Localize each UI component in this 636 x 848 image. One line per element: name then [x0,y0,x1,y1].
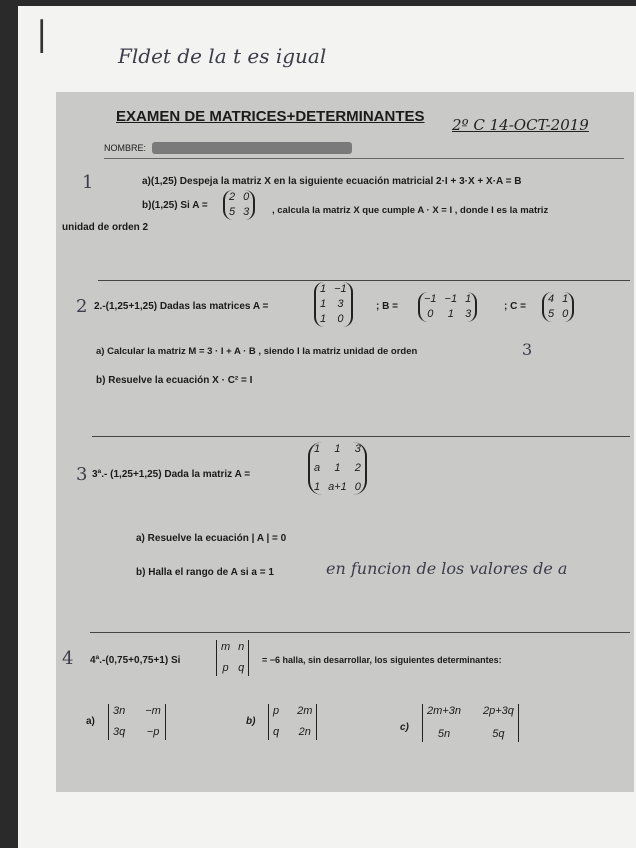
q1-number: 1 [82,172,94,193]
matrix-cell: a+1 [328,481,347,493]
matrix-cell: 1 [447,308,454,320]
redacted-name [152,142,352,154]
matrix-cell: 2 [354,462,361,474]
name-underline [104,158,624,159]
q4-a-label: a) [86,716,95,727]
det-cell: n [238,641,245,653]
matrix-cell: 0 [562,308,569,320]
q1-part-a: a)(1,25) Despeja la matriz X en la siguiente ecuación matricial 2·I + 3·X + X·A = B [142,176,522,187]
matrix-cell: 1 [320,298,327,310]
q4-c-determinant [422,704,519,742]
matrix-cell: 1 [314,481,321,493]
q2-number: 2 [76,296,88,317]
matrix-cell: 1 [320,283,327,295]
q2-c-label: ; C = [504,301,526,312]
matrix-cell: 1 [334,462,341,474]
matrix-cell: 0 [337,313,344,325]
matrix-cell: 3 [354,443,361,455]
matrix-cell: 1 [314,443,321,455]
det-cell: −p [146,726,160,738]
q2-matrix-b [418,292,477,322]
q3-matrix-a [308,442,367,495]
matrix-cell: 3 [243,206,250,218]
q1-matrix-a [223,190,255,220]
det-cell: 2m+3n [427,705,461,717]
matrix-cell: −1 [424,293,437,305]
q1-part-b-rest: , calcula la matriz X que cumple A · X = I , donde I es la matriz [272,205,549,216]
q4-intro: 4ª.-(0,75+0,75+1) Si [90,655,181,666]
det-cell: m [221,641,231,653]
divider-2 [92,436,630,437]
divider-3 [90,632,630,633]
q3-number: 3 [76,464,88,485]
det-cell: 5n [437,728,451,740]
handwritten-top-note: Fldet de la t es igual [118,44,327,68]
q4-a-determinant [108,704,166,740]
matrix-cell: 1 [562,293,569,305]
q2-matrix-a [314,282,353,327]
det-cell: 5q [492,728,505,740]
matrix-cell: 1 [334,443,341,455]
det-cell: 3n [113,705,126,717]
matrix-cell: 1 [465,293,472,305]
q2-intro: 2.-(1,25+1,25) Dadas las matrices A = [94,301,269,312]
name-label: NOMBRE: [104,143,147,153]
det-cell: 2p+3q [482,705,514,717]
q4-b-label: b) [246,716,256,727]
det-cell: q [273,726,280,738]
q3-intro: 3ª.- (1,25+1,25) Dada la matriz A = [92,469,251,480]
margin-mark: | [36,14,48,54]
q2-matrix-c [542,292,574,322]
q2-part-a: a) Calcular la matriz M = 3 · I + A · B , siendo I la matriz unidad de orden [96,346,418,357]
matrix-cell: 0 [427,308,434,320]
q3-part-a: a) Resuelve la ecuación | A | = 0 [136,533,287,544]
matrix-cell: 4 [548,293,555,305]
handwritten-date: 2º C 14-OCT-2019 [452,116,589,134]
det-cell: 2n [298,726,311,738]
q4-number: 4 [62,648,74,669]
det-cell: 3q [113,726,126,738]
q4-rest: = −6 halla, sin desarrollar, los siguientes determinantes: [262,655,502,665]
matrix-cell: −1 [334,283,347,295]
q1-part-b: b)(1,25) Si A = [142,200,208,211]
det-cell: 2m [297,705,313,717]
q2-order-handwritten: 3 [522,340,533,359]
matrix-cell: 5 [229,206,236,218]
q4-b-determinant [268,704,317,740]
q4-c-label: c) [400,722,409,733]
matrix-cell: 2 [229,191,236,203]
q3-part-b: b) Halla el rango de A si a = 1 [136,567,274,578]
matrix-cell: −1 [444,293,458,305]
matrix-cell: 3 [465,308,472,320]
q2-b-label: ; B = [376,301,398,312]
det-cell: p [273,705,280,717]
q3-handwritten-note: en funcion de los valores de a [326,559,568,578]
q1-part-b-cont: unidad de orden 2 [62,222,149,233]
divider-1 [98,280,630,281]
det-cell: −m [145,705,161,717]
matrix-cell: 0 [354,481,361,493]
matrix-cell: a [314,462,321,474]
det-cell: p [222,662,229,674]
q2-part-b: b) Resuelve la ecuación X · C² = I [96,375,253,386]
matrix-cell: 1 [320,313,327,325]
matrix-cell: 0 [243,191,250,203]
matrix-cell: 3 [337,298,344,310]
det-cell: q [238,662,245,674]
q4-determinant [216,640,249,676]
exam-title: EXAMEN DE MATRICES+DETERMINANTES [116,108,425,125]
matrix-cell: 5 [548,308,555,320]
